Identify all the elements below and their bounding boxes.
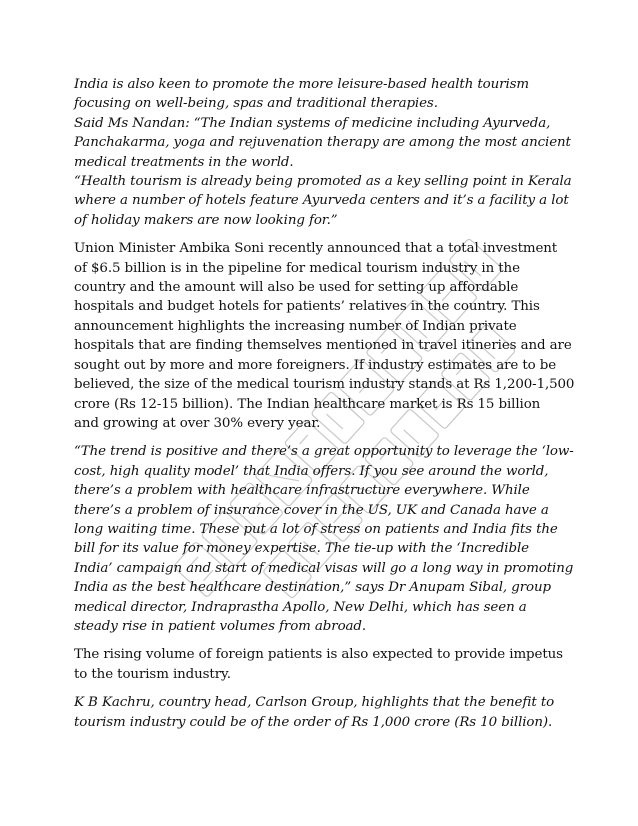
text-line: there’s a problem with healthcare infrastructure everywhere. While [74,483,530,499]
text-line: to the tourism industry. [74,666,231,682]
text-line: India as the best healthcare destination,” says Dr Anupam Sibal, group [74,580,551,596]
paragraph-5 [74,693,574,732]
text-line: medical treatments in the world. [74,154,294,170]
document-body [74,75,574,741]
paragraph-3 [74,442,574,636]
text-line: The rising volume of foreign patients is also expected to provide impetus [74,647,563,663]
paragraph-2 [74,239,574,433]
paragraph-4 [74,645,574,684]
paragraph-1 [74,75,574,230]
text-line: focusing on well-being, spas and traditional therapies. [74,96,438,112]
text-line: there’s a problem of insurance cover in the US, UK and Canada have a [74,502,549,518]
text-line: cost, high quality model’ that India offers. If you see around the world, [74,463,549,479]
text-line: India is also keen to promote the more leisure-based health tourism [74,77,530,92]
text-line: believed, the size of the medical tourism industry stands at Rs 1,200-1,500 [74,377,575,393]
text-line: where a number of hotels feature Ayurveda centers and it’s a facility a lot [74,193,569,209]
text-line: India’ campaign and start of medical visas will go a long way in promoting [74,560,574,576]
text-line: K B Kachru, country head, Carlson Group, highlights that the benefit to [74,695,555,711]
text-line: country and the amount will also be used for setting up affordable [74,280,519,296]
text-line: steady rise in patient volumes from abroad. [74,618,367,634]
text-line: sought out by more and more foreigners. If industry estimates are to be [74,357,557,373]
text-line: hospitals that are finding themselves mentioned in travel itineries and are [74,338,572,354]
text-line: Union Minister Ambika Soni recently announced that a total investment [74,241,558,257]
text-line: and growing at over 30% every year. [74,415,321,431]
text-line: Said Ms Nandan: “The Indian systems of medicine including Ayurveda, [74,115,551,131]
text-line: hospitals and budget hotels for patients’ relatives in the country. This [74,299,540,315]
text-line: bill for its value for money expertise. The tie-up with the ‘Incredible [74,541,529,557]
text-line: “Health tourism is already being promoted as a key selling point in Kerala [74,174,572,190]
text-line: of holiday makers are now looking for.” [74,212,338,228]
text-line: of $6.5 billion is in the pipeline for medical tourism industry in the [74,260,520,276]
text-line: long waiting time. These put a lot of stress on patients and India fits the [74,521,558,537]
text-line: crore (Rs 12-15 billion). The Indian healthcare market is Rs 15 billion [74,396,541,412]
text-line: “The trend is positive and there’s a great opportunity to leverage the ‘low- [74,444,574,460]
text-line: medical director, Indraprastha Apollo, New Delhi, which has seen a [74,599,527,615]
text-line: announcement highlights the increasing number of Indian private [74,318,517,334]
text-line: tourism industry could be of the order of Rs 1,000 crore (Rs 10 billion). [74,714,553,730]
text-line: Panchakarma, yoga and rejuvenation therapy are among the most ancient [74,135,571,151]
